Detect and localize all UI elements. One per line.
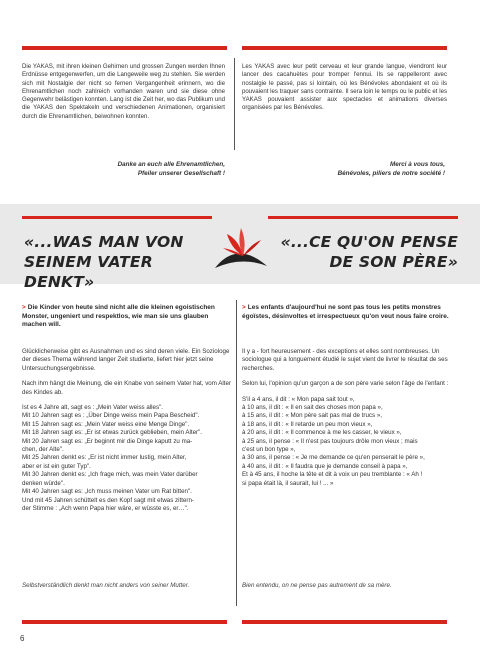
intro-french: > Les enfants d'aujourd'hui ne sont pas tous les petits monstres égoïstes, désinvoltes et irrespectueux qu'on veut nous faire croire. bbox=[242, 304, 449, 320]
top-column-divider bbox=[234, 58, 235, 150]
paragraph: Selon lui, l'opinion qu'un garçon a de son père varie selon l'âge de l'enfant : bbox=[242, 380, 449, 388]
body-french bbox=[242, 348, 452, 488]
outro-french: Bien entendu, on ne pense pas autrement de sa mère. bbox=[242, 582, 392, 589]
banner-red-bar-right bbox=[268, 216, 458, 219]
outro-german: Selbstverständlich denkt man nicht anders von seiner Mutter. bbox=[22, 582, 190, 589]
page-number: 6 bbox=[20, 634, 25, 643]
title-german: «...WAS MAN VON SEINEM VATER DENKT» bbox=[24, 233, 184, 291]
arrow-icon: > bbox=[242, 304, 246, 311]
paragraph: Il y a - fort heureusement - des exceptions et elles sont nombreuses. Un sociologue qui a longuement étudié le sujet vient de livrer le résultat de ses recherches. bbox=[242, 348, 448, 372]
bottom-red-bar-left bbox=[22, 620, 227, 624]
arrow-icon: > bbox=[22, 304, 26, 311]
age-list-german: Ist es 4 Jahre alt, sagt es : „Mein Vater weiss alles". Mit 10 Jahren sagt es : „Über Dinge weiss mein Papa Bescheid". Mit 15 Jahren sagt es: „Mein Vater weiss eine Menge Dinge". Mit 18 Jahren sagt es: „Er ist etwas zurück geblieben, mein Alter". Mit 20 Jahren sagt es: „Er beginnt mir die Dinge kaputt zu ma- chen, der Alte". Mit 25 Jahren denkt es: „Er ist nicht immer lustig, mein Alter, aber er ist ein guter Typ". Mit 30 Jahren denkt es: „Ich frage mich, was mein Vater darüber denken würde". Mit 40 Jahren sagt es: „Ich muss meinen Vater um Rat bitten". Und mit 45 Jahren schüttelt es den Kopf sagt mit etwas zittern- der Stimme : „Ach wenn Papa hier wäre, er wüsste es, er…". bbox=[22, 404, 202, 512]
red-wing-swoosh-icon bbox=[207, 226, 273, 276]
title-french: «...CE QU'ON PENSE DE SON PÈRE» bbox=[280, 233, 458, 271]
body-german bbox=[22, 348, 237, 513]
age-list-french: S'il a 4 ans, il dit : « Mon papa sait tout », à 10 ans, il dit : « Il en sait des choses mon papa », à 15 ans, il dit : « Mon père sait pas mal de trucs », à 18 ans, il dit : « Il retarde un peu mon vieux », à 20 ans, il dit : « Il commence à me les casser, le vieux », à 25 ans, il pense : « Il n'est pas toujours drôle mon vieux ; mais c'est un bon type », à 30 ans, il pense : « Je me demande ce qu'en penserait le père », à 40 ans, il dit : « Il faudra que je demande conseil à papa », Et à 45 ans, il hoche la tête et dit à voix un peu tremblante : « Ah ! si papa était là, il saurait, lui ! ... » bbox=[242, 395, 425, 487]
top-red-bar-left bbox=[22, 46, 227, 50]
paragraph: Nach ihm hängt die Meinung, die ein Knabe von seinem Vater hat, vom Alter des Kindes ab. bbox=[22, 380, 232, 396]
banner-red-bar-left bbox=[22, 216, 212, 219]
top-right-paragraph: Les YAKAS avec leur petit cerveau et leur grande langue, viendront leur lancer des cacahuètes pour tromper l'ennui. Ils se rappelleront avec nostalgie le passé, pas si lointain, où les Bénévoles abondaient et où ils pouvaient les traquer sans contrainte. Il sera loin le temps ou le public et les YAKAS pouvaient assister aux spectacles et animations diverses organisées par les Bénévoles. bbox=[242, 63, 447, 112]
paragraph: Glücklicherweise gibt es Ausnahmen und es sind deren viele. Ein Soziologe der dieses Thema während langer Zeit studierte, liefert hier jetzt seine Untersuchungsergebnisse. bbox=[22, 348, 230, 372]
top-left-paragraph: Die YAKAS, mit ihren kleinen Gehirnen und grossen Zungen werden Ihnen Erdnüsse entgegenwerfen, um die Langeweile weg zu stehlen. Sie werden sich mit Nostalgie der nicht so fernen Vergangenheit erinnern, wo die Ehrenamtlichen noch zahlreich vorhanden waren und sie diese ohne Gegenwehr belästigen konnten. Lang ist die Zeit her, wo das Publikum und die YAKAS den Spektakeln und verschiedenen Animationen, organisiert durch die Ehrenamtlichen, beiwohnen konnten. bbox=[22, 63, 225, 120]
thanks-left: Danke an euch alle Ehrenamtlichen, Pfeiler unserer Gesellschaft ! bbox=[117, 161, 225, 177]
top-red-bar-right bbox=[242, 46, 447, 50]
bottom-red-bar-right bbox=[242, 620, 447, 624]
intro-german: > Die Kinder von heute sind nicht alle die kleinen egoistischen Monster, ungeniert und respektlos, wie man sie uns glauben machen will. bbox=[22, 304, 215, 329]
thanks-right: Merci à vous tous, Bénévoles, piliers de notre société ! bbox=[337, 161, 445, 177]
